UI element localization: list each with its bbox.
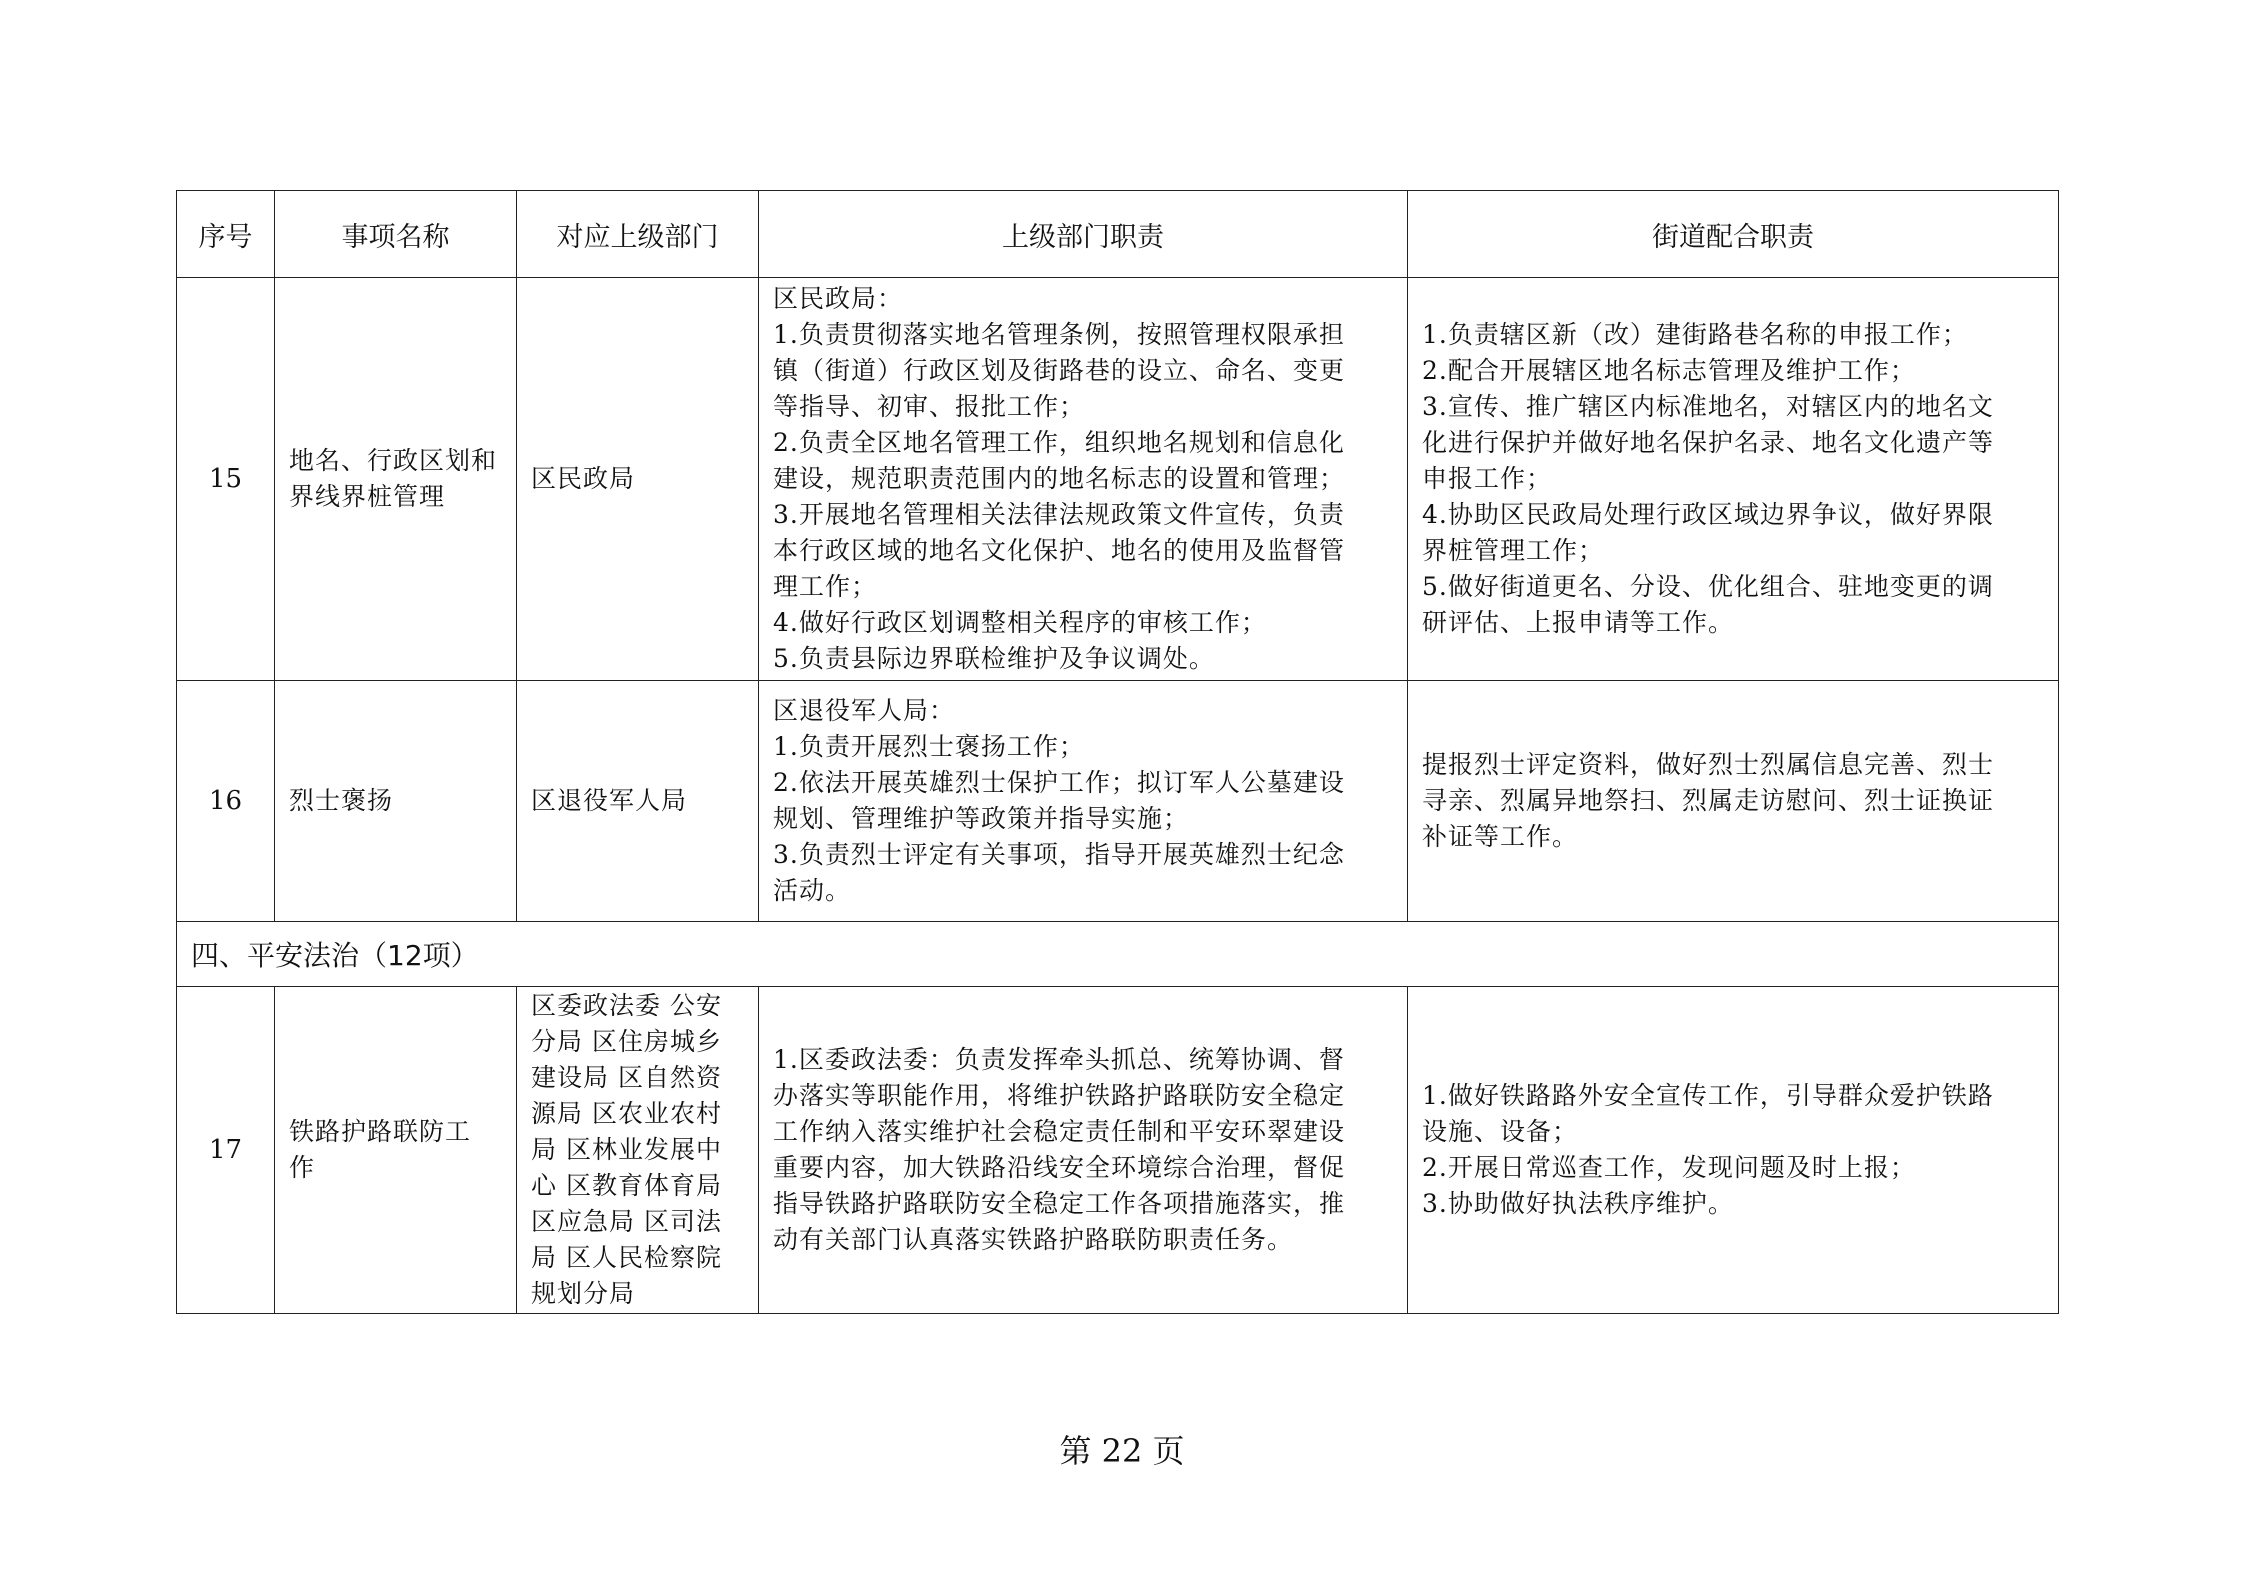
text-line: 2.开展日常巡查工作，发现问题及时上报；: [1422, 1153, 1916, 1182]
text-line: 1.负责开展烈士褒扬工作；: [773, 732, 1085, 761]
text-line: 5.负责县际边界联检维护及争议调处。: [773, 644, 1215, 673]
text-line: 3.宣传、推广辖区内标准地名，对辖区内的地名文: [1422, 392, 1994, 421]
text-line: 等指导、初审、报批工作；: [773, 392, 1086, 421]
section-row: [177, 922, 2059, 987]
upper-dept-cell: [517, 278, 759, 681]
upper-dept-cell: [517, 681, 759, 922]
street-duty-cell: [1408, 278, 2059, 681]
text-line: 申报工作；: [1422, 464, 1553, 493]
text-line: 理工作；: [773, 572, 878, 601]
text-line: 地名、行政区划和: [289, 446, 498, 475]
duty-table: [176, 190, 2059, 1314]
text-line: 3.开展地名管理相关法律法规政策文件宣传，负责: [773, 500, 1345, 529]
table-header-row: [177, 191, 2059, 278]
text-line: 补证等工作。: [1422, 822, 1579, 851]
text-line: 2.依法开展英雄烈士保护工作；拟订军人公墓建设: [773, 768, 1345, 797]
upper-duty-cell: [759, 987, 1408, 1314]
text-line: 3.协助做好执法秩序维护。: [1422, 1189, 1734, 1218]
text-line: 分局 区住房城乡: [531, 1027, 722, 1056]
text-line: 4.协助区民政局处理行政区域边界争议，做好界限: [1422, 500, 1994, 529]
text-line: 区应急局 区司法: [531, 1207, 722, 1236]
upper-duty-cell: [759, 681, 1408, 922]
header-street-duty: 街道配合职责: [1408, 191, 2059, 278]
text-line: 化进行保护并做好地名保护名录、地名文化遗产等: [1422, 428, 1995, 457]
text-line: 界线界桩管理: [289, 482, 446, 511]
street-duty-cell: [1408, 681, 2059, 922]
text-line: 提报烈士评定资料，做好烈士烈属信息完善、烈士: [1422, 750, 1995, 779]
street-duty-cell: [1408, 987, 2059, 1314]
text-line: 研评估、上报申请等工作。: [1422, 608, 1735, 637]
text-line: 区民政局：: [773, 284, 904, 313]
text-line: 1.负责辖区新（改）建街路巷名称的申报工作；: [1422, 320, 1968, 349]
text-line: 区委政法委 公安: [531, 991, 722, 1020]
item-name-cell: [275, 987, 517, 1314]
text-line: 5.做好街道更名、分设、优化组合、驻地变更的调: [1422, 572, 1994, 601]
section-title: 四、平安法治（12项）: [177, 922, 2059, 987]
text-line: 界桩管理工作；: [1422, 536, 1605, 565]
table-row: [177, 987, 2059, 1314]
text-line: 工作纳入落实维护社会稳定责任制和平安环翠建设: [773, 1117, 1346, 1146]
text-line: 铁路护路联防工: [289, 1117, 472, 1146]
text-line: 重要内容，加大铁路沿线安全环境综合治理，督促: [773, 1153, 1346, 1182]
text-line: 本行政区域的地名文化保护、地名的使用及监督管: [773, 536, 1346, 565]
text-line: 寻亲、烈属异地祭扫、烈属走访慰问、烈士证换证: [1422, 786, 1995, 815]
text-line: 指导铁路护路联防安全稳定工作各项措施落实，推: [773, 1189, 1346, 1218]
upper-dept-cell: [517, 987, 759, 1314]
page-number: 第 22 页: [1059, 1432, 1185, 1470]
text-line: 办落实等职能作用，将维护铁路护路联防安全稳定: [773, 1081, 1346, 1110]
upper-duty-cell: [759, 278, 1408, 681]
text-line: 1.做好铁路路外安全宣传工作，引导群众爱护铁路: [1422, 1081, 1994, 1110]
text-line: 区退役军人局：: [773, 696, 956, 725]
table-row: [177, 278, 2059, 681]
text-line: 建设，规范职责范围内的地名标志的设置和管理；: [773, 464, 1346, 493]
text-line: 规划分局: [531, 1279, 636, 1308]
text-line: 源局 区农业农村: [531, 1099, 722, 1128]
text-line: 局 区林业发展中: [531, 1135, 722, 1164]
text-line: 活动。: [773, 876, 852, 905]
text-line: 动有关部门认真落实铁路护路联防职责任务。: [773, 1225, 1294, 1254]
text-line: 心 区教育体育局: [531, 1171, 722, 1200]
text-line: 设施、设备；: [1422, 1117, 1579, 1146]
text-line: 建设局 区自然资: [531, 1063, 722, 1092]
text-line: 4.做好行政区划调整相关程序的审核工作；: [773, 608, 1267, 637]
text-line: 区民政局: [531, 464, 636, 493]
row-number: 15: [177, 278, 275, 681]
text-line: 1.区委政法委：负责发挥牵头抓总、统筹协调、督: [773, 1045, 1345, 1074]
text-line: 局 区人民检察院: [531, 1243, 722, 1272]
row-number: 16: [177, 681, 275, 922]
text-line: 1.负责贯彻落实地名管理条例，按照管理权限承担: [773, 320, 1345, 349]
header-upper-duty: 上级部门职责: [759, 191, 1408, 278]
text-line: 3.负责烈士评定有关事项，指导开展英雄烈士纪念: [773, 840, 1345, 869]
text-line: 区退役军人局: [531, 786, 688, 815]
header-seq: 序号: [177, 191, 275, 278]
text-line: 烈士褒扬: [289, 786, 394, 815]
table-row: [177, 681, 2059, 922]
item-name-cell: [275, 278, 517, 681]
text-line: 规划、管理维护等政策并指导实施；: [773, 804, 1190, 833]
item-name-cell: [275, 681, 517, 922]
row-number: 17: [177, 987, 275, 1314]
text-line: 2.负责全区地名管理工作，组织地名规划和信息化: [773, 428, 1345, 457]
text-line: 2.配合开展辖区地名标志管理及维护工作；: [1422, 356, 1916, 385]
text-line: 镇（街道）行政区划及街路巷的设立、命名、变更: [773, 356, 1346, 385]
header-item-name: 事项名称: [275, 191, 517, 278]
text-line: 作: [289, 1153, 316, 1182]
header-upper-dept: 对应上级部门: [517, 191, 759, 278]
